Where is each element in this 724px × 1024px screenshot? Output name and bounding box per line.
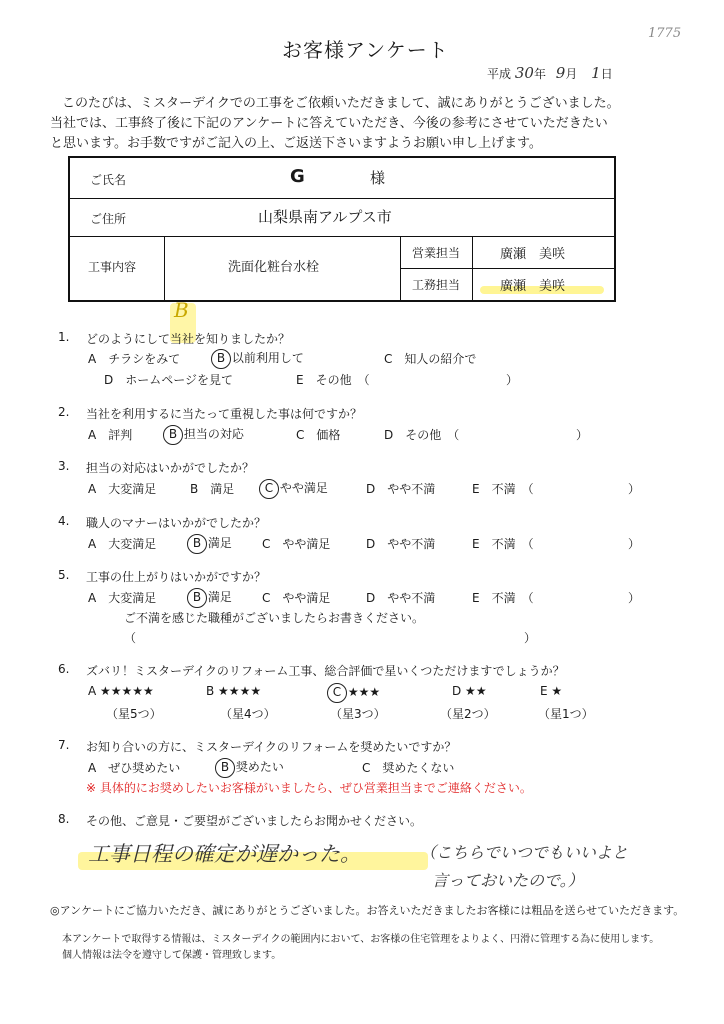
q6-option-d-sub: （星2つ） — [440, 707, 496, 721]
q5-number: 5. — [58, 568, 70, 582]
year-value: 30 — [514, 64, 534, 82]
q6-option-b: B ★★★★ — [206, 684, 262, 698]
q7-option-a: A ぜひ奨めたい — [88, 761, 181, 775]
q3-selected-circle: C — [259, 479, 279, 499]
q7-question: お知り合いの方に、ミスターデイクのリフォームを奨めたいですか？ — [86, 740, 457, 754]
q1-option-b-text: 以前利用して — [231, 351, 304, 365]
q4-question: 職人のマナーはいかがでしたか？ — [86, 516, 267, 530]
work-value: 洗面化粧台水栓 — [228, 260, 320, 275]
q2-selected-circle: B — [163, 425, 183, 445]
q3-option-c — [262, 479, 328, 499]
name-value: G — [290, 166, 305, 187]
footer-privacy-2: 個人情報は法令を遵守して保護・管理致します。 — [62, 950, 282, 961]
q8-question: その他、ご意見・ご要望がございましたらお聞かせください。 — [86, 814, 423, 828]
day-suffix: 日 — [600, 67, 613, 81]
q1-option-e: E その他 （ — [296, 373, 370, 387]
address-label: ご住所 — [90, 212, 127, 226]
q6-option-e-sub: （星1つ） — [538, 707, 594, 721]
q3-question: 担当の対応はいかがでしたか？ — [86, 461, 255, 475]
q7-option-b-text: 奨めたい — [235, 760, 284, 774]
q2-option-d-close: ） — [576, 428, 589, 442]
q5-option-c: C やや満足 — [262, 591, 331, 605]
q5-sub-close: ） — [524, 631, 537, 645]
q5-option-d: D やや不満 — [366, 591, 436, 605]
address-value: 山梨県南アルプス市 — [258, 208, 392, 226]
month-suffix: 月 — [565, 67, 578, 81]
engineering-value: 廣瀬 美咲 — [500, 279, 566, 294]
intro-line-1: このたびは、ミスターデイクでの工事をご依頼いただきまして、誠にありがとうございました。 — [62, 96, 620, 111]
q6-selected-circle: C — [327, 683, 347, 703]
q2-option-b-text: 担当の対応 — [183, 427, 244, 441]
intro-line-3: と思います。お手数ですがご記入の上、ご返送下さいますようお願い申し上げます。 — [50, 136, 542, 151]
q2-option-b — [166, 425, 244, 445]
q8-answer-line-1: 工事日程の確定が遅かった。 — [88, 842, 361, 866]
q1-question: どのようにして当社を知りましたか？ — [86, 332, 291, 346]
q5-option-b-text: 満足 — [207, 590, 232, 604]
intro-line-2: 当社では、工事終了後に下記のアンケートに答えていただき、今後の参考にさせていただきたい — [50, 116, 608, 131]
q7-selected-circle: B — [215, 758, 235, 778]
q7-option-b — [218, 758, 284, 778]
name-label: ご氏名 — [90, 173, 127, 187]
q3-number: 3. — [58, 459, 70, 473]
q1-option-e-close: ） — [506, 373, 519, 387]
q4-number: 4. — [58, 514, 70, 528]
q2-option-a: A 評判 — [88, 428, 133, 442]
q4-option-a: A 大変満足 — [88, 537, 157, 551]
sales-label: 営業担当 — [412, 246, 461, 260]
year-suffix: 年 — [533, 67, 546, 81]
q5-option-e-close: ） — [628, 591, 641, 605]
q1-option-c: C 知人の紹介で — [384, 352, 477, 366]
q5-question: 工事の仕上がりはいかがですか？ — [86, 570, 267, 584]
q4-option-e: E 不満 （ — [472, 537, 534, 551]
q1-option-b — [214, 349, 304, 369]
q8-answer-line-3: 言っておいたので。） — [432, 871, 584, 890]
q6-option-c-text: ★★★ — [347, 685, 381, 699]
q6-option-d: D ★★ — [452, 684, 487, 698]
q1-option-d: D ホームページを見て — [104, 373, 234, 387]
q1-handwritten-mark: B — [174, 298, 189, 322]
q5-option-e: E 不満 （ — [472, 591, 534, 605]
work-label: 工事内容 — [88, 260, 137, 274]
q3-option-d: D やや不満 — [366, 482, 436, 496]
q6-question: ズバリ！ミスターデイクのリフォーム工事、総合評価で星いくつただけますでしょうか？ — [86, 664, 565, 678]
q5-option-a: A 大変満足 — [88, 591, 157, 605]
q1-number: 1. — [58, 330, 70, 344]
q2-question: 当社を利用するに当たって重視した事は何ですか？ — [86, 407, 363, 421]
q4-option-c: C やや満足 — [262, 537, 331, 551]
day-value: 1 — [591, 64, 601, 82]
q3-option-a: A 大変満足 — [88, 482, 157, 496]
page-title: お客様アンケート — [282, 38, 449, 62]
q1-selected-circle: B — [211, 349, 231, 369]
q6-option-b-sub: （星4つ） — [220, 707, 276, 721]
customer-info-table — [68, 156, 616, 302]
q6-option-c — [330, 683, 380, 703]
q7-number: 7. — [58, 738, 70, 752]
q7-option-c: C 奨めたくない — [362, 761, 455, 775]
q4-option-e-close: ） — [628, 537, 641, 551]
q3-option-c-text: やや満足 — [279, 481, 328, 495]
month-value: 9 — [555, 64, 566, 82]
q3-option-e-close: ） — [628, 482, 641, 496]
footer-thanks: ◎アンケートにご協力いただき、誠にありがとうございました。お答えいただきましたお客様には粗品を送らせていただきます。 — [50, 904, 685, 917]
q6-option-a-sub: （星5つ） — [106, 707, 162, 721]
q8-answer-line-2: （こちらでいつでもいいよと — [420, 843, 628, 862]
q5-option-b — [190, 588, 232, 608]
q1-option-a: A チラシをみて — [88, 352, 181, 366]
q2-number: 2. — [58, 405, 70, 419]
q7-note: ※ 具体的にお奨めしたいお客様がいましたら、ぜひ営業担当までご連絡ください。 — [86, 781, 532, 795]
q2-option-d: D その他 （ — [384, 428, 460, 442]
q4-option-d: D やや不満 — [366, 537, 436, 551]
date-line — [487, 64, 613, 82]
q4-option-b-text: 満足 — [207, 536, 232, 550]
era-label: 平成 — [487, 67, 512, 81]
q6-option-a: A ★★★★★ — [88, 684, 154, 698]
engineering-label: 工務担当 — [412, 278, 461, 292]
q5-selected-circle: B — [187, 588, 207, 608]
q3-option-e: E 不満 （ — [472, 482, 534, 496]
q6-option-e: E ★ — [540, 684, 563, 698]
q6-option-c-sub: （星3つ） — [330, 707, 386, 721]
q2-option-c: C 価格 — [296, 428, 341, 442]
q4-selected-circle: B — [187, 534, 207, 554]
q4-option-b — [190, 534, 232, 554]
doc-number: 1775 — [648, 26, 682, 41]
footer-privacy-1: 本アンケートで取得する情報は、ミスターデイクの範囲内において、お客様の住宅管理をよりよく、円滑に管理する為に使用します。 — [62, 934, 660, 945]
sales-value: 廣瀬 美咲 — [500, 247, 566, 262]
q5-sub-prompt: ご不満を感じた職種がございましたらお書きください。 — [124, 611, 425, 625]
q3-option-b: B 満足 — [190, 482, 235, 496]
q5-sub-open: （ — [124, 631, 137, 645]
q6-number: 6. — [58, 662, 70, 676]
name-suffix: 様 — [370, 169, 386, 187]
q8-number: 8. — [58, 812, 70, 826]
